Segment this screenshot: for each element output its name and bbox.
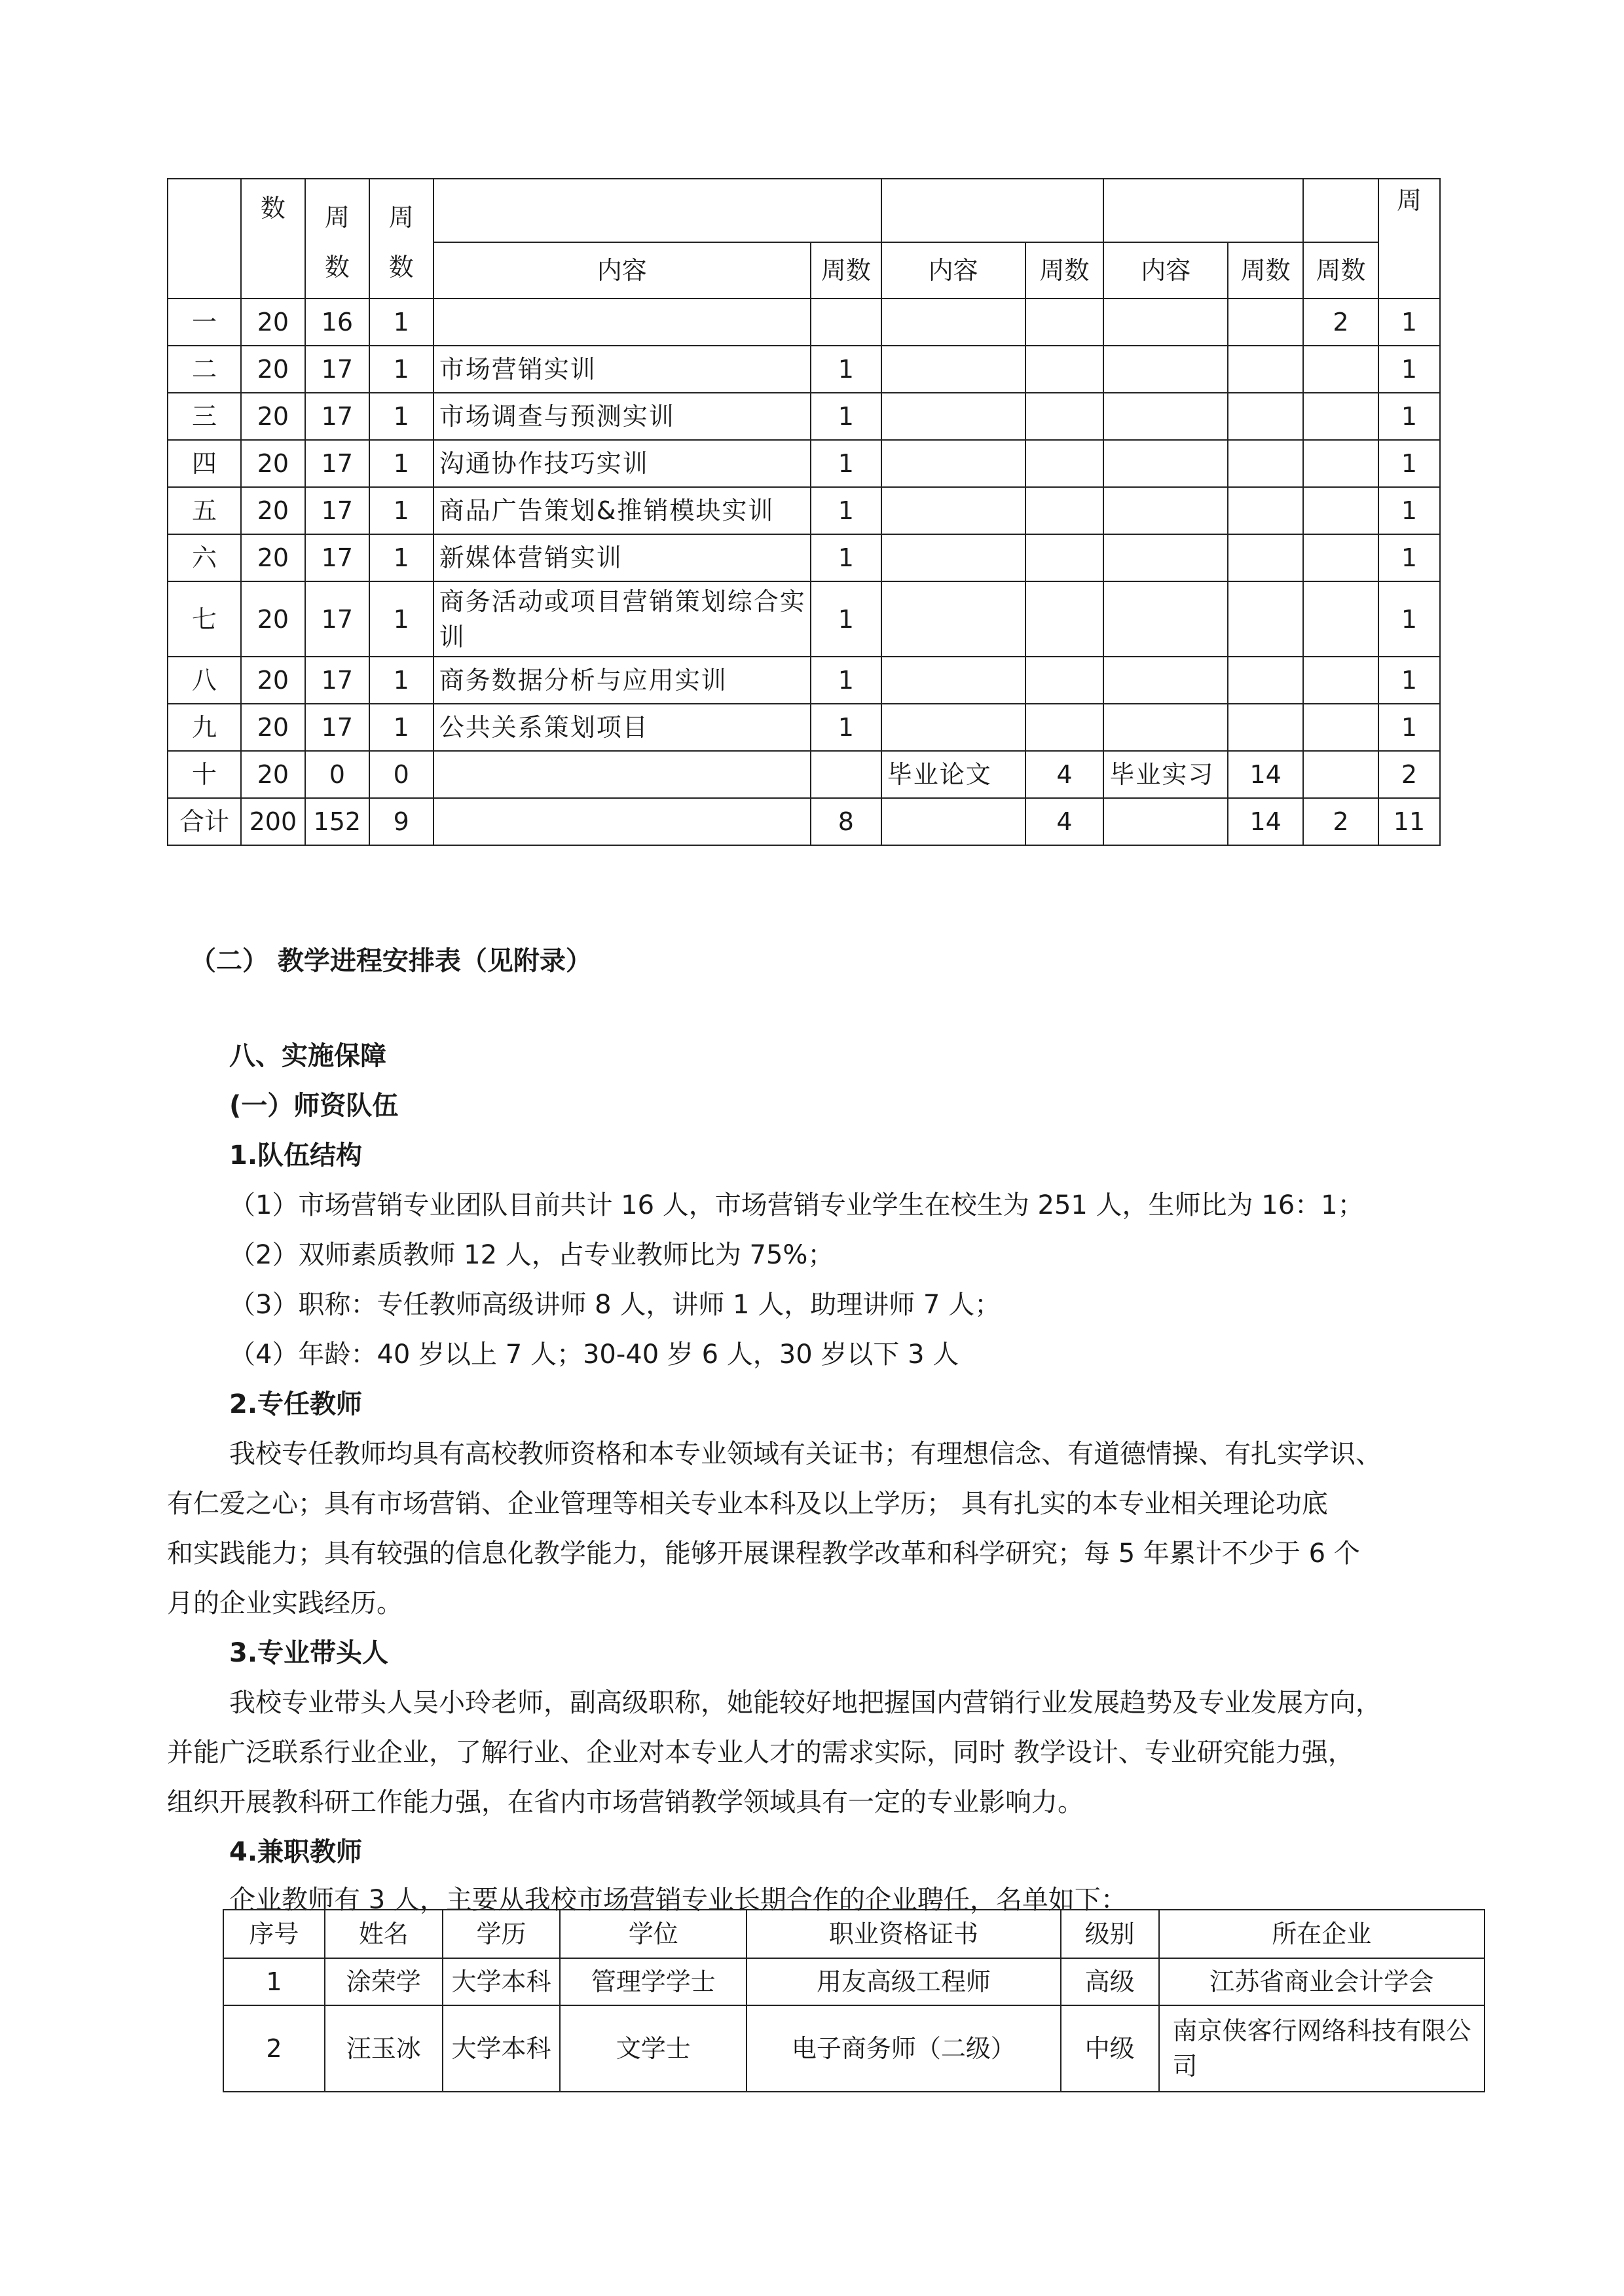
table-head-group-2 bbox=[881, 179, 1104, 242]
cell-weeks-b: 0 bbox=[305, 751, 369, 798]
cell-certificate: 用友高级工程师 bbox=[747, 1958, 1060, 2005]
subheader-content-2: 内容 bbox=[881, 242, 1025, 299]
table-head-weeks-1: 周 数 bbox=[305, 179, 369, 299]
team-item: （4）年龄：40 岁以上 7 人；30-40 岁 6 人，30 岁以下 3 人 bbox=[229, 1339, 959, 1370]
cell-weeks-3 bbox=[1228, 299, 1303, 346]
cell-row-total: 11 bbox=[1378, 798, 1440, 845]
cell-weeks-3 bbox=[1228, 534, 1303, 581]
cell-weeks-3 bbox=[1228, 487, 1303, 534]
cell-weeks-1: 1 bbox=[811, 487, 881, 534]
cell-content-1 bbox=[434, 299, 811, 346]
cell-weeks-2 bbox=[1025, 487, 1104, 534]
cell-level: 中级 bbox=[1061, 2005, 1159, 2092]
cell-weeks-c: 1 bbox=[369, 581, 434, 657]
cell-term: 七 bbox=[168, 581, 241, 657]
table-row bbox=[168, 299, 1440, 346]
subheader-content-1: 内容 bbox=[434, 242, 811, 299]
table-head-group-3 bbox=[1103, 179, 1303, 242]
cell-weeks-3: 14 bbox=[1228, 798, 1303, 845]
team-item: （3）职称：专任教师高级讲师 8 人，讲师 1 人，助理讲师 7 人； bbox=[229, 1290, 1001, 1320]
cell-content-1: 商务数据分析与应用实训 bbox=[434, 657, 811, 704]
cell-weeks-b: 17 bbox=[305, 704, 369, 751]
leader-title: 3.专业带头人 bbox=[229, 1638, 389, 1668]
cell-content-2 bbox=[881, 346, 1025, 393]
cell-company: 江苏省商业会计学会 bbox=[1159, 1958, 1485, 2005]
cell-content-3 bbox=[1103, 798, 1228, 845]
cell-content-1 bbox=[434, 798, 811, 845]
cell-total-weeks-a: 200 bbox=[241, 798, 305, 845]
cell-weeks-4 bbox=[1303, 581, 1378, 657]
col-header-degree: 学位 bbox=[560, 1910, 747, 1958]
table-header-row-1 bbox=[168, 179, 1440, 242]
cell-row-total: 1 bbox=[1378, 393, 1440, 440]
cell-weeks-c: 1 bbox=[369, 657, 434, 704]
cell-content-1: 市场调查与预测实训 bbox=[434, 393, 811, 440]
subheader-weeks-3: 周数 bbox=[1228, 242, 1303, 299]
cell-weeks-2 bbox=[1025, 704, 1104, 751]
cell-weeks-c: 1 bbox=[369, 440, 434, 487]
subsection-1-title: (一）师资队伍 bbox=[229, 1091, 399, 1121]
cell-content-2: 毕业论文 bbox=[881, 751, 1025, 798]
cell-total-weeks-a: 20 bbox=[241, 487, 305, 534]
cell-content-2 bbox=[881, 581, 1025, 657]
cell-name: 汪玉冰 bbox=[325, 2005, 443, 2092]
table-head-blank bbox=[168, 179, 241, 299]
cell-weeks-1: 1 bbox=[811, 440, 881, 487]
section-8-title: 八、实施保障 bbox=[229, 1041, 386, 1071]
table-row bbox=[168, 346, 1440, 393]
table-row bbox=[168, 487, 1440, 534]
cell-row-total: 1 bbox=[1378, 440, 1440, 487]
cell-row-total: 1 bbox=[1378, 534, 1440, 581]
cell-weeks-3 bbox=[1228, 657, 1303, 704]
cell-content-3 bbox=[1103, 393, 1228, 440]
cell-content-3 bbox=[1103, 657, 1228, 704]
cell-weeks-4 bbox=[1303, 704, 1378, 751]
cell-weeks-2 bbox=[1025, 299, 1104, 346]
table-row bbox=[168, 581, 1440, 657]
cell-weeks-2 bbox=[1025, 440, 1104, 487]
cell-row-total: 1 bbox=[1378, 346, 1440, 393]
cell-weeks-b: 152 bbox=[305, 798, 369, 845]
cell-term: 十 bbox=[168, 751, 241, 798]
col-header-level: 级别 bbox=[1061, 1910, 1159, 1958]
team-item: （1）市场营销专业团队目前共计 16 人，市场营销专业学生在校生为 251 人，生师比为 16：1； bbox=[229, 1190, 1364, 1220]
cell-weeks-1: 1 bbox=[811, 346, 881, 393]
fulltime-line: 和实践能力；具有较强的信息化教学能力，能够开展课程教学改革和科学研究；每 5 年累计不少于 6 个 bbox=[167, 1539, 1360, 1569]
section-2-title: （二） 教学进程安排表（见附录） bbox=[190, 946, 592, 976]
table-row bbox=[168, 704, 1440, 751]
cell-weeks-2: 4 bbox=[1025, 798, 1104, 845]
cell-content-1: 商品广告策划&推销模块实训 bbox=[434, 487, 811, 534]
cell-total-weeks-a: 20 bbox=[241, 751, 305, 798]
cell-weeks-2 bbox=[1025, 346, 1104, 393]
cell-total-weeks-a: 20 bbox=[241, 393, 305, 440]
subheader-weeks-2: 周数 bbox=[1025, 242, 1104, 299]
leader-line: 组织开展教科研工作能力强，在省内市场营销教学领域具有一定的专业影响力。 bbox=[167, 1787, 1084, 1817]
cell-weeks-2 bbox=[1025, 581, 1104, 657]
fulltime-line: 月的企业实践经历。 bbox=[167, 1588, 403, 1618]
cell-term: 六 bbox=[168, 534, 241, 581]
cell-row-total: 1 bbox=[1378, 487, 1440, 534]
cell-weeks-1: 1 bbox=[811, 704, 881, 751]
cell-weeks-4 bbox=[1303, 657, 1378, 704]
cell-weeks-4: 2 bbox=[1303, 798, 1378, 845]
cell-weeks-c: 9 bbox=[369, 798, 434, 845]
team-structure-title: 1.队伍结构 bbox=[229, 1140, 363, 1171]
cell-weeks-4 bbox=[1303, 346, 1378, 393]
cell-content-3 bbox=[1103, 581, 1228, 657]
cell-weeks-4 bbox=[1303, 393, 1378, 440]
cell-total-weeks-a: 20 bbox=[241, 657, 305, 704]
cell-term: 五 bbox=[168, 487, 241, 534]
cell-content-1: 商务活动或项目营销策划综合实训 bbox=[434, 581, 811, 657]
cell-index: 1 bbox=[223, 1958, 325, 2005]
cell-term: 九 bbox=[168, 704, 241, 751]
team-item: （2）双师素质教师 12 人，占专业教师比为 75%； bbox=[229, 1240, 834, 1270]
cell-content-2 bbox=[881, 798, 1025, 845]
table-row bbox=[168, 751, 1440, 798]
cell-weeks-b: 17 bbox=[305, 657, 369, 704]
cell-total-weeks-a: 20 bbox=[241, 704, 305, 751]
cell-content-2 bbox=[881, 487, 1025, 534]
cell-weeks-4 bbox=[1303, 487, 1378, 534]
cell-weeks-b: 17 bbox=[305, 534, 369, 581]
cell-weeks-c: 1 bbox=[369, 393, 434, 440]
cell-weeks-1: 1 bbox=[811, 393, 881, 440]
cell-total-weeks-a: 20 bbox=[241, 299, 305, 346]
cell-content-1: 沟通协作技巧实训 bbox=[434, 440, 811, 487]
cell-total-weeks-a: 20 bbox=[241, 440, 305, 487]
cell-weeks-3 bbox=[1228, 393, 1303, 440]
cell-index: 2 bbox=[223, 2005, 325, 2092]
table-head-weeks-2: 周 数 bbox=[369, 179, 434, 299]
cell-degree: 管理学学士 bbox=[560, 1958, 747, 2005]
cell-weeks-1: 1 bbox=[811, 657, 881, 704]
cell-total-weeks-a: 20 bbox=[241, 581, 305, 657]
parttime-title: 4.兼职教师 bbox=[229, 1837, 363, 1867]
cell-weeks-4 bbox=[1303, 751, 1378, 798]
cell-content-2 bbox=[881, 299, 1025, 346]
cell-weeks-c: 1 bbox=[369, 704, 434, 751]
cell-row-total: 1 bbox=[1378, 299, 1440, 346]
fulltime-line: 有仁爱之心；具有市场营销、企业管理等相关专业本科及以上学历； 具有扎实的本专业相关理论功底 bbox=[167, 1489, 1328, 1519]
cell-weeks-c: 1 bbox=[369, 299, 434, 346]
table-row bbox=[223, 1958, 1485, 2005]
cell-content-2 bbox=[881, 657, 1025, 704]
cell-weeks-c: 1 bbox=[369, 346, 434, 393]
cell-weeks-c: 0 bbox=[369, 751, 434, 798]
cell-company: 南京侠客行网络科技有限公司 bbox=[1159, 2005, 1485, 2092]
fulltime-line: 我校专任教师均具有高校教师资格和本专业领域有关证书；有理想信念、有道德情操、有扎实学识、 bbox=[229, 1439, 1382, 1469]
cell-weeks-2 bbox=[1025, 657, 1104, 704]
cell-weeks-c: 1 bbox=[369, 487, 434, 534]
cell-weeks-4 bbox=[1303, 440, 1378, 487]
cell-content-3 bbox=[1103, 299, 1228, 346]
cell-level: 高级 bbox=[1061, 1958, 1159, 2005]
cell-weeks-1: 8 bbox=[811, 798, 881, 845]
cell-weeks-2 bbox=[1025, 393, 1104, 440]
cell-row-total: 2 bbox=[1378, 751, 1440, 798]
cell-weeks-3 bbox=[1228, 440, 1303, 487]
table-row bbox=[168, 393, 1440, 440]
cell-content-3 bbox=[1103, 346, 1228, 393]
cell-content-1: 市场营销实训 bbox=[434, 346, 811, 393]
cell-content-3: 毕业实习 bbox=[1103, 751, 1228, 798]
cell-content-3 bbox=[1103, 704, 1228, 751]
col-header-index: 序号 bbox=[223, 1910, 325, 1958]
cell-total-weeks-a: 20 bbox=[241, 534, 305, 581]
cell-term: 合计 bbox=[168, 798, 241, 845]
cell-weeks-b: 16 bbox=[305, 299, 369, 346]
cell-weeks-1: 1 bbox=[811, 534, 881, 581]
table-head-group-4 bbox=[1303, 179, 1378, 242]
col-header-education: 学历 bbox=[443, 1910, 561, 1958]
parttime-teacher-table bbox=[223, 1909, 1485, 2092]
subheader-weeks-4: 周数 bbox=[1303, 242, 1378, 299]
cell-weeks-3 bbox=[1228, 704, 1303, 751]
cell-content-3 bbox=[1103, 487, 1228, 534]
cell-weeks-c: 1 bbox=[369, 534, 434, 581]
cell-content-1 bbox=[434, 751, 811, 798]
practice-weeks-table bbox=[167, 178, 1441, 846]
cell-weeks-1 bbox=[811, 751, 881, 798]
cell-row-total: 1 bbox=[1378, 704, 1440, 751]
cell-content-2 bbox=[881, 534, 1025, 581]
cell-term: 二 bbox=[168, 346, 241, 393]
cell-weeks-1: 1 bbox=[811, 581, 881, 657]
table-head-group-1 bbox=[434, 179, 881, 242]
leader-line: 我校专业带头人吴小玲老师，副高级职称，她能较好地把握国内营销行业发展趋势及专业发展方向， bbox=[229, 1688, 1382, 1718]
leader-line: 并能广泛联系行业企业，了解行业、企业对本专业人才的需求实际，同时 教学设计、专业研究能力强， bbox=[167, 1738, 1354, 1768]
table-row bbox=[168, 657, 1440, 704]
cell-weeks-b: 17 bbox=[305, 440, 369, 487]
cell-content-3 bbox=[1103, 534, 1228, 581]
cell-weeks-b: 17 bbox=[305, 346, 369, 393]
cell-row-total: 1 bbox=[1378, 657, 1440, 704]
cell-content-2 bbox=[881, 440, 1025, 487]
table-row bbox=[223, 2005, 1485, 2092]
cell-content-1: 新媒体营销实训 bbox=[434, 534, 811, 581]
cell-weeks-3 bbox=[1228, 581, 1303, 657]
cell-weeks-2: 4 bbox=[1025, 751, 1104, 798]
cell-content-3 bbox=[1103, 440, 1228, 487]
cell-total-weeks-a: 20 bbox=[241, 346, 305, 393]
table-row bbox=[168, 534, 1440, 581]
cell-content-2 bbox=[881, 393, 1025, 440]
col-header-certificate: 职业资格证书 bbox=[747, 1910, 1060, 1958]
table-row bbox=[168, 440, 1440, 487]
cell-weeks-b: 17 bbox=[305, 487, 369, 534]
cell-weeks-4 bbox=[1303, 534, 1378, 581]
cell-term: 八 bbox=[168, 657, 241, 704]
cell-content-2 bbox=[881, 704, 1025, 751]
table-head-total-weeks: 周 bbox=[1378, 179, 1440, 299]
cell-term: 一 bbox=[168, 299, 241, 346]
cell-weeks-2 bbox=[1025, 534, 1104, 581]
cell-row-total: 1 bbox=[1378, 581, 1440, 657]
cell-weeks-3: 14 bbox=[1228, 751, 1303, 798]
cell-term: 三 bbox=[168, 393, 241, 440]
cell-education: 大学本科 bbox=[443, 2005, 561, 2092]
cell-education: 大学本科 bbox=[443, 1958, 561, 2005]
cell-weeks-1 bbox=[811, 299, 881, 346]
fulltime-teacher-title: 2.专任教师 bbox=[229, 1389, 363, 1419]
cell-degree: 文学士 bbox=[560, 2005, 747, 2092]
subheader-content-3: 内容 bbox=[1103, 242, 1228, 299]
table2-header-row bbox=[223, 1910, 1485, 1958]
cell-content-1: 公共关系策划项目 bbox=[434, 704, 811, 751]
col-header-name: 姓名 bbox=[325, 1910, 443, 1958]
cell-weeks-4: 2 bbox=[1303, 299, 1378, 346]
table-head-days: 数 bbox=[241, 179, 305, 299]
parttime-intro: 企业教师有 3 人，主要从我校市场营销专业长期合作的企业聘任，名单如下： bbox=[229, 1885, 1127, 1915]
cell-weeks-b: 17 bbox=[305, 393, 369, 440]
col-header-company: 所在企业 bbox=[1159, 1910, 1485, 1958]
table-row bbox=[168, 798, 1440, 845]
cell-term: 四 bbox=[168, 440, 241, 487]
cell-weeks-b: 17 bbox=[305, 581, 369, 657]
cell-weeks-3 bbox=[1228, 346, 1303, 393]
cell-certificate: 电子商务师（二级） bbox=[747, 2005, 1060, 2092]
cell-name: 涂荣学 bbox=[325, 1958, 443, 2005]
subheader-weeks-1: 周数 bbox=[811, 242, 881, 299]
